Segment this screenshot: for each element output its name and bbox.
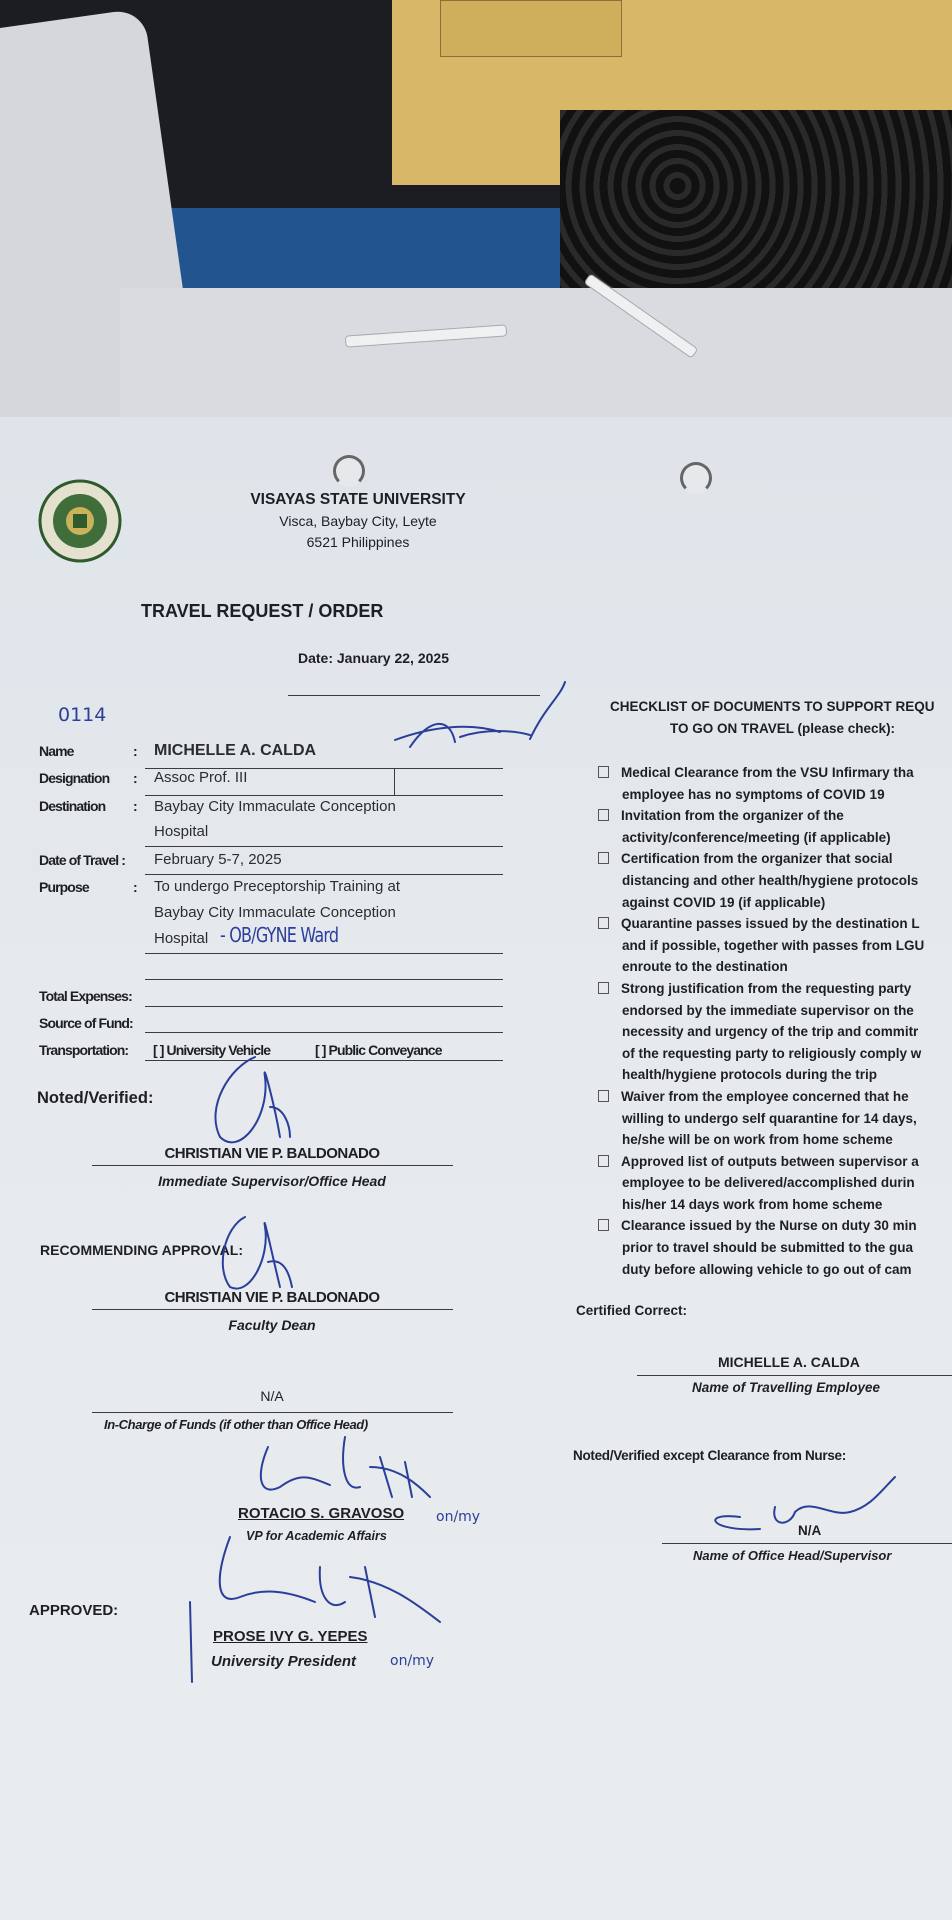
employee-name: MICHELLE A. CALDA	[718, 1354, 860, 1370]
checklist-item-line	[598, 805, 924, 827]
checklist-item-line	[598, 1129, 924, 1151]
name-value: MICHELLE A. CALDA	[154, 742, 317, 759]
purpose-value-line1: To undergo Preceptorship Training at	[154, 878, 400, 895]
recommending-signature	[223, 1217, 292, 1289]
employee-signature	[715, 1477, 895, 1529]
president-initials: on/my	[390, 1653, 435, 1669]
university-name: VISAYAS STATE UNIVERSITY	[250, 491, 466, 508]
funds-role: In-Charge of Funds (if other than Office Head)	[104, 1417, 368, 1432]
recommending-name: CHRISTIAN VIE P. BALDONADO	[164, 1289, 380, 1306]
checklist-item-line	[598, 1259, 924, 1281]
checkbox[interactable]	[598, 982, 609, 994]
purpose-value-line3: Hospital	[154, 930, 209, 947]
colon: :	[133, 879, 137, 895]
name-label: Name	[39, 743, 74, 759]
signature-line	[637, 1375, 952, 1376]
checklist-item-line	[598, 870, 924, 892]
checklist-item	[598, 913, 924, 978]
checklist-item	[598, 978, 924, 1086]
checklist-item-line	[598, 784, 924, 806]
designation-label: Designation	[39, 770, 110, 786]
checklist-item-line	[598, 1172, 924, 1194]
checklist-item-line	[598, 1194, 924, 1216]
checklist-item-text: Quarantine passes issued by the destination L	[621, 916, 920, 932]
checklist-item-text: Invitation from the organizer of the	[621, 808, 844, 824]
colon: :	[133, 743, 137, 759]
employee-role: Name of Travelling Employee	[692, 1380, 881, 1395]
university-postal: 6521 Philippines	[306, 534, 410, 550]
checklist-item-text: he/she will be on work from home scheme	[622, 1132, 893, 1148]
checklist-item-text: employee to be delivered/accomplished durin	[622, 1175, 915, 1191]
requester-signature-top	[395, 682, 565, 747]
purpose-label: Purpose	[39, 879, 89, 895]
checklist-item	[598, 1086, 924, 1151]
certified-correct-label: Certified Correct:	[576, 1303, 688, 1318]
checklist-item-text: activity/conference/meeting (if applicable)	[622, 829, 891, 845]
noted-role: Immediate Supervisor/Office Head	[158, 1173, 386, 1189]
control-number-handwritten: 0114	[58, 704, 107, 726]
approved-label: APPROVED:	[29, 1602, 119, 1619]
checklist-item-text: distancing and other health/hygiene protocols	[622, 872, 919, 888]
source-of-fund-label: Source of Fund:	[39, 1015, 133, 1031]
checkbox[interactable]	[598, 809, 609, 821]
checklist-item-text: prior to travel should be submitted to the gua	[622, 1240, 914, 1256]
total-expenses-label: Total Expenses:	[39, 988, 132, 1004]
checklist-item-line	[598, 1151, 924, 1173]
checklist-item-text: of the requesting party to religiously comply w	[622, 1045, 922, 1061]
vp-initials: on/my	[436, 1509, 481, 1525]
travel-order-document	[0, 417, 952, 1920]
document-date: Date: January 22, 2025	[298, 650, 449, 666]
checklist-item-line	[598, 1000, 924, 1022]
checklist-item-text: Approved list of outputs between supervisor a	[621, 1153, 919, 1169]
checklist-item-line	[598, 1215, 924, 1237]
checklist-item-line	[598, 1043, 924, 1065]
signature-line	[662, 1543, 952, 1544]
funds-value: N/A	[260, 1388, 284, 1404]
recommending-approval-label: RECOMMENDING APPROVAL:	[40, 1242, 243, 1258]
checkbox[interactable]	[598, 766, 609, 778]
checklist-item-text: Strong justification from the requesting party	[621, 980, 912, 996]
checklist-item-text: Waiver from the employee concerned that he	[621, 1088, 909, 1104]
checklist-item	[598, 1215, 924, 1280]
checkbox[interactable]	[598, 1090, 609, 1102]
checklist-item-text: and if possible, together with passes from LGU	[622, 937, 925, 953]
office-head-value: N/A	[798, 1523, 822, 1538]
checklist-item-line	[598, 1021, 924, 1043]
checklist-item-line	[598, 1237, 924, 1259]
checklist-item	[598, 805, 924, 848]
checklist-item-line	[598, 956, 924, 978]
president-role: University President	[211, 1653, 357, 1670]
university-address: Visca, Baybay City, Leyte	[279, 513, 437, 529]
checklist-item-line	[598, 1086, 924, 1108]
noted-verified-label: Noted/Verified:	[37, 1089, 154, 1107]
background-folder-label	[440, 0, 622, 57]
colon: :	[133, 770, 137, 786]
checklist-item-text: employee has no symptoms of COVID 19	[622, 786, 885, 802]
transportation-label: Transportation:	[39, 1042, 129, 1058]
office-head-role: Name of Office Head/Supervisor	[693, 1548, 892, 1563]
checklist-item-text: his/her 14 days work from home scheme	[622, 1196, 883, 1212]
checklist-item	[598, 1151, 924, 1216]
noted-signature	[215, 1057, 290, 1142]
vp-signature	[261, 1437, 430, 1497]
checklist-item-text: duty before allowing vehicle to go out of cam	[622, 1261, 912, 1277]
checkbox[interactable]	[598, 1155, 609, 1167]
background-cable	[560, 110, 952, 300]
checklist-item-text: enroute to the destination	[622, 959, 788, 975]
checklist-item-text: willing to undergo self quarantine for 14 days,	[622, 1110, 917, 1126]
purpose-handwritten-note: - OB/GYNE Ward	[220, 923, 339, 947]
checklist-item-text: Certification from the organizer that social	[621, 851, 893, 867]
recommending-role: Faculty Dean	[228, 1317, 316, 1333]
date-of-travel-value: February 5-7, 2025	[154, 851, 282, 868]
president-signature	[190, 1537, 440, 1682]
checklist-item-text: Clearance issued by the Nurse on duty 30 min	[621, 1218, 917, 1234]
purpose-value-line2: Baybay City Immaculate Conception	[154, 904, 396, 921]
vp-role: VP for Academic Affairs	[246, 1529, 387, 1543]
president-name: PROSE IVY G. YEPES	[213, 1628, 368, 1645]
document-title: TRAVEL REQUEST / ORDER	[141, 601, 384, 621]
checkbox[interactable]	[598, 917, 609, 929]
checklist-item-text: against COVID 19 (if applicable)	[622, 894, 826, 910]
checklist-item-line	[598, 935, 924, 957]
transport-option-university-vehicle[interactable]: [ ] University Vehicle	[153, 1042, 271, 1058]
transport-option-public-conveyance[interactable]: [ ] Public Conveyance	[315, 1042, 442, 1058]
checklist-item	[598, 762, 924, 805]
checklist-item-line	[598, 913, 924, 935]
vp-name: ROTACIO S. GRAVOSO	[238, 1505, 405, 1522]
checklist-item-line	[598, 762, 924, 784]
date-of-travel-label: Date of Travel :	[39, 852, 125, 868]
checkbox[interactable]	[598, 852, 609, 864]
destination-value-line1: Baybay City Immaculate Conception	[154, 798, 396, 815]
colon: :	[133, 798, 137, 814]
checklist-title-line1: CHECKLIST OF DOCUMENTS TO SUPPORT REQU	[610, 699, 935, 714]
checklist-item-line	[598, 978, 924, 1000]
checklist-item-line	[598, 892, 924, 914]
checklist-item-text: necessity and urgency of the trip and commitr	[622, 1024, 919, 1040]
checklist-item-text: Medical Clearance from the VSU Infirmary tha	[621, 765, 914, 780]
checkbox[interactable]	[598, 1219, 609, 1231]
checklist-item-line	[598, 1108, 924, 1130]
checklist-item	[598, 848, 924, 913]
destination-label: Destination	[39, 798, 106, 814]
designation-value: Assoc Prof. III	[154, 769, 248, 786]
checklist-item-text: health/hygiene protocols during the trip	[622, 1067, 878, 1083]
destination-value-line2: Hospital	[154, 823, 209, 840]
paper-top-edge	[120, 288, 952, 428]
checklist	[598, 762, 924, 1280]
checklist-item-line	[598, 1064, 924, 1086]
checklist-item-text: endorsed by the immediate supervisor on the	[622, 1002, 914, 1018]
checklist-item-line	[598, 848, 924, 870]
noted-except-nurse-label: Noted/Verified except Clearance from Nurse:	[573, 1448, 846, 1463]
checklist-title-line2: TO GO ON TRAVEL (please check):	[670, 721, 896, 736]
checklist-item-line	[598, 827, 924, 849]
noted-name: CHRISTIAN VIE P. BALDONADO	[164, 1145, 380, 1162]
